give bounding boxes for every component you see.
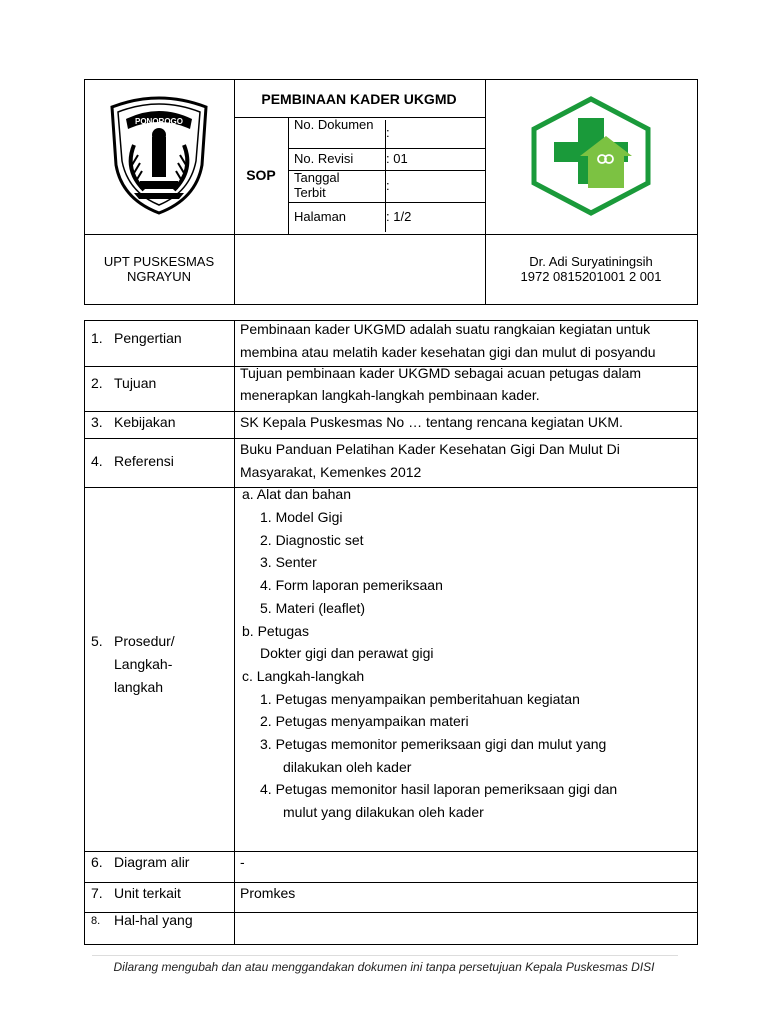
signatory-id: 1972 0815201001 2 001 [520,269,662,284]
row-label-referensi: Referensi [114,453,174,469]
sop-label: SOP [246,167,276,183]
pengertian-text-line1: Pembinaan kader UKGMD adalah suatu rangkaian kegiatan untuk [240,321,651,337]
meta-value-no-revisi: : 01 [386,151,408,166]
row-num-4: 4. [91,453,103,469]
list-item: 1. Petugas menyampaikan pemberitahuan kegiatan [260,691,580,707]
list-item: 3. Senter [260,554,317,570]
meta-label-tanggal-terbit: Tanggal Terbit [294,170,340,200]
row-num-7: 7. [91,885,103,901]
referensi-text-line1: Buku Panduan Pelatihan Kader Kesehatan Gigi Dan Mulut Di [240,441,620,457]
list-item-continuation: mulut yang dilakukan oleh kader [283,804,484,820]
list-item: 4. Form laporan pemeriksaan [260,577,443,593]
meta-label-halaman: Halaman [294,209,347,224]
row-label-prosedur-line1: Prosedur/ [114,633,175,649]
row-label-prosedur-line3: langkah [114,679,164,695]
row-num-5: 5. [91,633,103,649]
kebijakan-text: SK Kepala Puskesmas No … tentang rencana kegiatan UKM. [240,414,623,430]
section-b-text: Dokter gigi dan perawat gigi [260,645,434,661]
list-item: 5. Materi (leaflet) [260,600,366,616]
list-item-continuation: dilakukan oleh kader [283,759,412,775]
meta-value-no-dokumen: : [386,125,390,140]
ponorogo-emblem-icon [104,95,214,217]
row-label-diagram: Diagram alir [114,854,190,870]
meta-label-no-revisi: No. Revisi [294,151,354,166]
unit-name: UPT PUSKESMAS NGRAYUN [103,254,215,284]
pengertian-text-line2: membina atau melatih kader kesehatan gigi dan mulut di posyandu [240,344,656,360]
row-label-kebijakan: Kebijakan [114,414,176,430]
row-num-2: 2. [91,375,103,391]
row-label-hal: Hal-hal yang [114,912,193,928]
page-title: PEMBINAAN KADER UKGMD [261,91,457,107]
row-num-8: 8. [91,915,101,927]
section-c-title: c. Langkah-langkah [242,668,365,684]
diagram-text: - [240,854,245,870]
list-item: 2. Diagnostic set [260,532,364,548]
list-item: 2. Petugas menyampaikan materi [260,713,469,729]
row-label-pengertian: Pengertian [114,330,182,346]
meta-value-tanggal-terbit: : [386,178,390,193]
footer-divider [92,955,678,956]
unit-text: Promkes [240,885,296,901]
tujuan-text-line1: Tujuan pembinaan kader UKGMD sebagai acuan petugas dalam [240,365,642,381]
meta-label-no-dokumen: No. Dokumen [294,117,374,132]
row-label-prosedur-line2: Langkah- [114,656,173,672]
row-num-1: 1. [91,330,103,346]
tujuan-text-line2: menerapkan langkah-langkah pembinaan kader. [240,387,540,403]
meta-value-halaman: : 1/2 [386,209,412,224]
section-b-title: b. Petugas [242,623,309,639]
section-a-title: a. Alat dan bahan [242,486,351,502]
signatory-name: Dr. Adi Suryatiningsih [529,254,653,269]
footer-notice: Dilarang mengubah dan atau menggandakan dokumen ini tanpa persetujuan Kepala Puskesmas DISI [113,960,655,974]
row-label-tujuan: Tujuan [114,375,157,391]
list-item: 4. Petugas memonitor hasil laporan pemeriksaan gigi dan [260,781,618,797]
row-num-6: 6. [91,854,103,870]
row-num-3: 3. [91,414,103,430]
list-item: 1. Model Gigi [260,509,343,525]
row-label-unit: Unit terkait [114,885,181,901]
referensi-text-line2: Masyarakat, Kemenkes 2012 [240,464,422,480]
list-item: 3. Petugas memonitor pemeriksaan gigi dan mulut yang [260,736,607,752]
emblem-lettering: PONOROGO [134,117,184,126]
health-ministry-logo-icon [528,96,654,216]
